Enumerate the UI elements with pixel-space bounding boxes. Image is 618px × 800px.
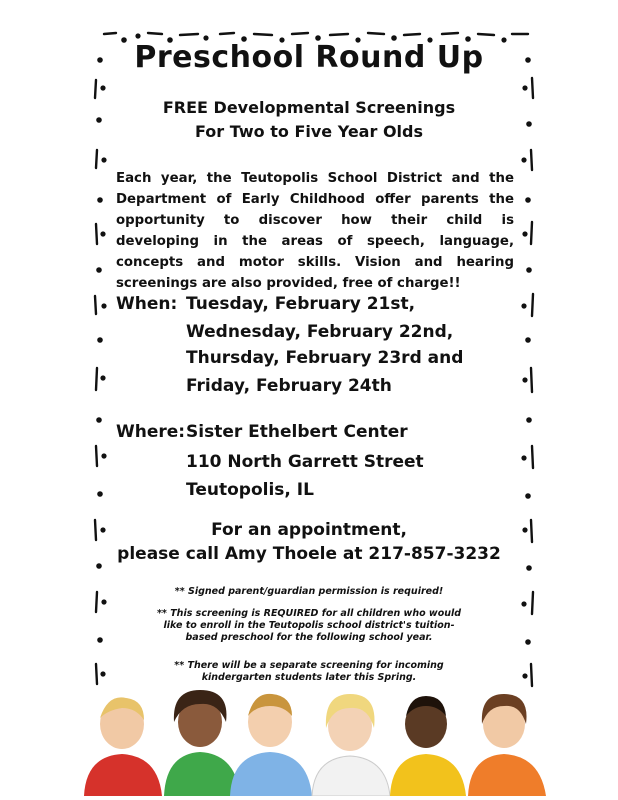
when-line-3: Thursday, February 23rd and <box>186 348 464 368</box>
when-label: When: <box>116 294 178 314</box>
child-2 <box>164 690 240 796</box>
where-line-3: Teutopolis, IL <box>186 480 314 500</box>
appointment-phone-line: please call Amy Thoele at 217-857-3232 <box>117 544 501 564</box>
where-line-1: Sister Ethelbert Center <box>186 422 408 442</box>
children-photo <box>80 678 550 796</box>
subtitle-line-1: FREE Developmental Screenings <box>162 98 456 117</box>
requirement-note: ** This screening is REQUIRED for all children who would like to enroll in the Teutopolis school district's tuition-based preschool for the following school year. <box>156 608 462 643</box>
child-4 <box>312 694 390 796</box>
kindergarten-note: ** There will be a separate screening for incoming kindergarten students later this Spring. <box>174 660 444 683</box>
child-3 <box>230 694 312 796</box>
intro-paragraph: Each year, the Teutopolis School District and the Department of Early Childhood offer parents the opportunity to discover how their child is developing in the areas of speech, language, concepts and motor skills. Vision and hearing screenings are also provided, free of charge!! <box>116 171 514 291</box>
appointment-line-1: For an appointment, <box>211 520 407 540</box>
flyer-title: Preschool Round Up <box>134 40 484 75</box>
when-line-2: Wednesday, February 22nd, <box>186 322 454 342</box>
where-label: Where: <box>116 422 186 442</box>
child-6 <box>468 694 546 796</box>
when-line-1: Tuesday, February 21st, <box>186 294 416 314</box>
child-1 <box>84 697 162 796</box>
when-line-4: Friday, February 24th <box>186 376 392 396</box>
permission-note: ** Signed parent/guardian permission is required! <box>174 586 444 597</box>
where-line-2: 110 North Garrett Street <box>186 452 424 472</box>
child-5 <box>390 696 466 796</box>
subtitle-line-2: For Two to Five Year Olds <box>195 122 423 141</box>
